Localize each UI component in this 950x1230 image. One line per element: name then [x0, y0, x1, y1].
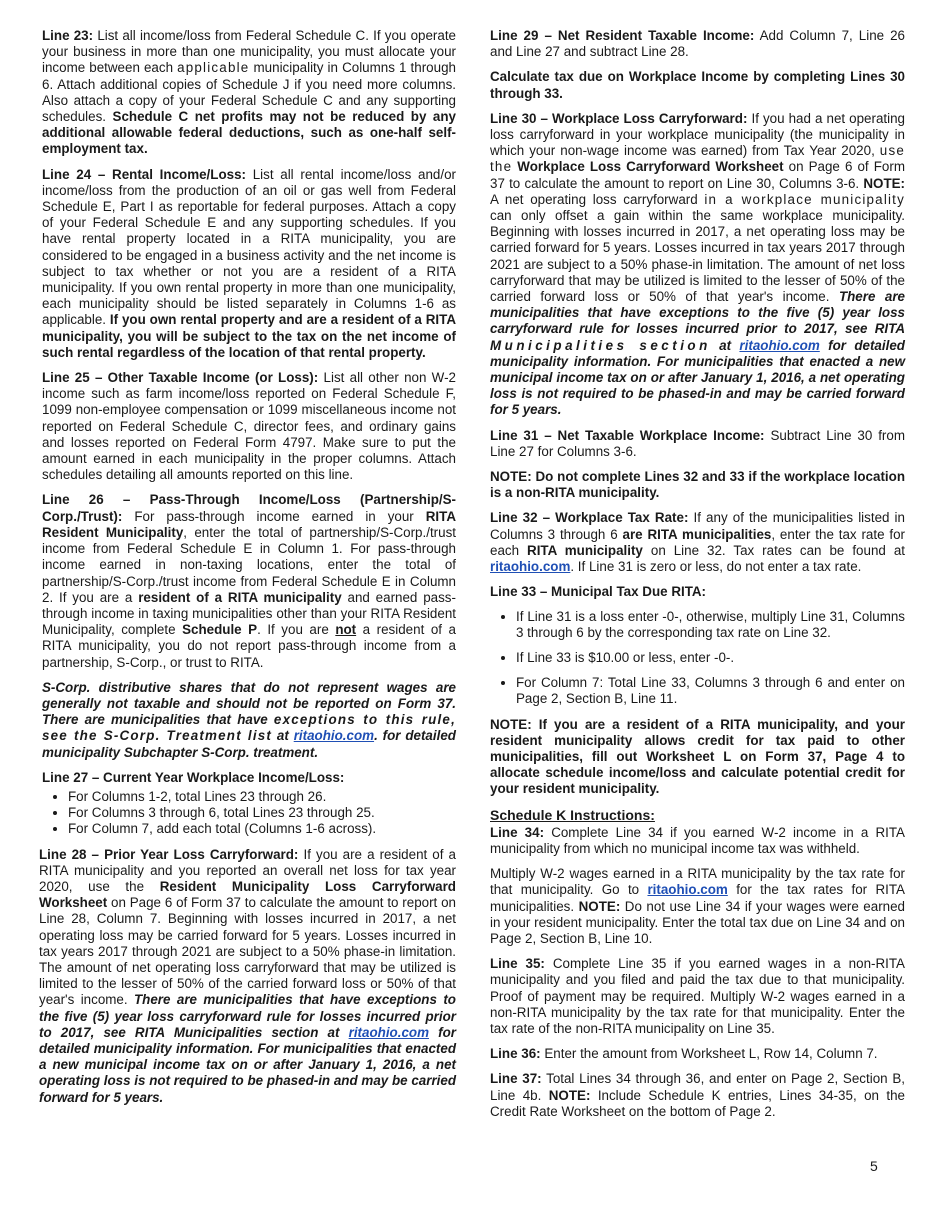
- calculate-note: Calculate tax due on Workplace Income by completing Lines 30 through 33.: [490, 69, 905, 101]
- line-37-heading: Line 37:: [490, 1071, 542, 1087]
- line-32-heading: Line 32 – Workplace Tax Rate:: [490, 510, 689, 526]
- list-item: • For Columns 3 through 6, total Lines 23 through 25.: [68, 805, 456, 821]
- s-corp-paragraph: S-Corp. distributive shares that do not represent wages are generally not taxable and should not be reported on Form 37. There are municipalities that have exceptions to this rule, see the S-Corp. Treatment list at ritaohio.com. for detailed municipality Subchapter S-Corp. treatment.: [42, 679, 456, 760]
- schedule-k-heading: Schedule K Instructions:: [490, 806, 655, 823]
- line-28-heading: Line 28 – Prior Year Loss Carryforward:: [39, 846, 299, 862]
- ritaohio-link[interactable]: ritaohio.com: [490, 559, 571, 575]
- list-item: • For Column 7, add each total (Columns 1-6 across).: [68, 821, 456, 837]
- line-34-heading: Line 34:: [490, 824, 545, 840]
- ritaohio-link[interactable]: ritaohio.com: [293, 728, 375, 744]
- line-36-heading: Line 36:: [490, 1046, 541, 1062]
- note-line-33: NOTE: If you are a resident of a RITA municipality, and your resident municipality allows credit for tax paid to other municipalities, fill out Worksheet L on Form 37, Page 4 to allocate schedule income/loss and calculate potential credit for your resident municipality.: [490, 716, 905, 797]
- ritaohio-link[interactable]: ritaohio.com: [348, 1024, 429, 1040]
- line-25-heading: Line 25 – Other Taxable Income (or Loss):: [42, 370, 319, 386]
- note-line-31: NOTE: Do not complete Lines 32 and 33 if the workplace location is a non-RITA municipality.: [490, 469, 905, 501]
- line-33-heading-paragraph: [490, 584, 905, 600]
- line-31-paragraph: Line 31 – Net Taxable Workplace Income: Subtract Line 30 from Line 27 for Columns 3-6.: [490, 427, 905, 459]
- left-column: [39, 28, 456, 1115]
- ritaohio-link[interactable]: ritaohio.com: [647, 882, 728, 898]
- line-27-heading-paragraph: [42, 770, 456, 786]
- line-24-heading: Line 24 – Rental Income/Loss:: [42, 166, 246, 182]
- line-33-list: [490, 609, 905, 708]
- line-33-heading: Line 33 – Municipal Tax Due RITA:: [490, 584, 707, 600]
- list-item: • If Line 33 is $10.00 or less, enter -0-.: [516, 650, 905, 666]
- line-29-paragraph: Line 29 – Net Resident Taxable Income: Add Column 7, Line 26 and Line 27 and subtract Line 28.: [490, 28, 906, 60]
- page-number: 5: [870, 1158, 878, 1174]
- line-28-paragraph: Line 28 – Prior Year Loss Carryforward: If you are a resident of a RITA municipality and you reported an overall net loss for tax year 2020, use the Resident Municipality Loss Carryforward Worksheet on Page 6 of Form 37 to calculate the amount to report on Line 28, Column 7. Beginning with losses incurred in 2017, a net operating loss may be carried forward for 5 years. Losses incurred in tax years 2017 through 2021 are subject to a 50% phase-in limitation. The amount of net operating loss carryforward that may be utilized is limited to the lesser of 50% of the carried forward loss or 50% of that year's income. There are municipalities that have exceptions to the five (5) year loss carryforward rule for losses incurred prior to 2017, see RITA Municipalities section at ritaohio.com for detailed municipality information. For municipalities that enacted a new municipal income tax on or after January 1, 2016, a net operating loss is not required to be phased-in and may be carried forward for 5 years.: [39, 846, 456, 1105]
- line-23-paragraph: Line 23: List all income/loss from Federal Schedule C. If you operate your business in more than one municipality, you must allocate your income between each applicable municipality in Columns 1 through 6. Attach additional copies of Schedule J if you need more columns. Also attach a copy of your Federal Schedule C and any supporting schedules. Schedule C net profits may not be reduced by any additional allowable federal deductions, such as one-half self-employment tax.: [42, 28, 456, 157]
- line-32-paragraph: Line 32 – Workplace Tax Rate: If any of the municipalities listed in Columns 3 through 6 are RITA municipalities, enter the tax rate for each RITA municipality on Line 32. Tax rates can be found at ritaohio.com. If Line 31 is zero or less, do not enter a tax rate.: [490, 510, 905, 575]
- line-35-heading: Line 35:: [490, 956, 545, 972]
- line-30-paragraph: Line 30 – Workplace Loss Carryforward: If you had a net operating loss carryforward in your workplace municipality (the municipality in which your non-wage income was earned) from Tax Year 2020, use the Workplace Loss Carryforward Worksheet on Page 6 of Form 37 to calculate the amount to report on Line 30, Columns 3-6. NOTE: A net operating loss carryforward in a workplace municipality can only offset a gain within the same workplace municipality. Beginning with losses incurred in 2017, a net operating loss may be carried forward for 5 years. Losses incurred in tax years 2017 through 2021 are subject to a 50% phase-in limitation. The amount of net loss carryforward that may be utilized is limited to the lesser of 50% of the carried forward loss or 50% of that year's income. There are municipalities that have exceptions to the five (5) year loss carryforward rule for losses incurred prior to 2017, see RITA Municipalities section at ritaohio.com for detailed municipality information. For municipalities that enacted a new municipal income tax on or after January 1, 2016, a net operating loss is not required to be phased-in and may be carried forward for 5 years.: [490, 110, 906, 418]
- line-31-heading: Line 31 – Net Taxable Workplace Income:: [490, 427, 765, 443]
- right-column: [490, 28, 905, 1129]
- list-item: • For Column 7: Total Line 33, Columns 3 through 6 and enter on Page 2, Section B, Line 11.: [516, 675, 905, 707]
- list-item: • If Line 31 is a loss enter -0-, otherwise, multiply Line 31, Columns 3 through 6 by the corresponding tax rate on Line 32.: [516, 609, 905, 641]
- list-item: • For Columns 1-2, total Lines 23 through 26.: [68, 789, 456, 805]
- line-26-paragraph: Line 26 – Pass-Through Income/Loss (Partnership/S-Corp./Trust): For pass-through income earned in your RITA Resident Municipality, enter the total of partnership/S-Corp./trust income from Federal Schedule E in Column 1. For pass-through income earned in non-taxing locations, enter the total of partnership/S-Corp./trust income from Federal Schedule E in Column 2. If you are a resident of a RITA municipality and earned pass-through income in taxing municipalities other than your RITA Resident Municipality, complete Schedule P. If you are not a resident of a RITA municipality, you do not report pass-through income from a partnership, S-Corp., or trust to RITA.: [42, 492, 456, 670]
- line-35-paragraph: Line 35: Complete Line 35 if you earned wages in a non-RITA municipality and you filed and paid the tax due to that municipality. Proof of payment may be required. Multiply W-2 wages earned in a non-RITA municipality by the tax rate for that municipality. Enter the tax rate of the non-RITA municipality on Line 35.: [490, 956, 905, 1036]
- line-34-paragraph: Line 34: Complete Line 34 if you earned W-2 income in a RITA municipality from which no municipal income tax was withheld.: [490, 824, 905, 856]
- line-25-paragraph: Line 25 – Other Taxable Income (or Loss): List all other non W-2 income such as farm income/loss reported on Federal Schedule F, 1099 non-employee compensation or 1099 miscellaneous income not reported on Federal Schedule C, director fees, and ordinary gains and losses reported on Federal Form 4797. Make sure to put the amount earned in each municipality in the proper columns. Attach schedules detailing all amounts reported on this line.: [42, 370, 456, 483]
- ritaohio-link[interactable]: ritaohio.com: [739, 337, 820, 353]
- line-36-paragraph: Line 36: Enter the amount from Worksheet L, Row 14, Column 7.: [490, 1046, 878, 1062]
- line-26-heading: Line 26 – Pass-Through Income/Loss (Partnership/S-Corp./Trust):: [42, 492, 456, 524]
- multiply-paragraph: Multiply W-2 wages earned in a RITA municipality by the tax rate for that municipality. Go to ritaohio.com for the tax rates for RITA municipalities. NOTE: Do not use Line 34 if your wages were earned in your resident municipality. Enter the total tax due on Line 34 and on Page 2, Section B, Line 10.: [490, 866, 906, 946]
- line-37-paragraph: Line 37: Total Lines 34 through 36, and enter on Page 2, Section B, Line 4b. NOTE: Include Schedule K entries, Lines 34-35, on the Credit Rate Worksheet on the bottom of Page 2.: [490, 1071, 905, 1119]
- line-29-heading: Line 29 – Net Resident Taxable Income:: [490, 28, 755, 43]
- line-30-heading: Line 30 – Workplace Loss Carryforward:: [490, 110, 748, 126]
- line-27-heading: Line 27 – Current Year Workplace Income/Loss:: [42, 769, 345, 785]
- line-24-paragraph: Line 24 – Rental Income/Loss: List all rental income/loss and/or income/loss from the production of an oil or gas well from Federal Schedule E, Part I as reportable for federal purposes. Attach a copy of your Federal Schedule E and any supporting schedules. If you have rental property located in a RITA municipality, you are considered to be engaged in a business activity and the net income is subject to tax whether or not you are a resident of a RITA municipality. If you own rental property in more than one municipality, each municipality should be listed separately in Columns 1-6 as applicable. If you own rental property and are a resident of a RITA municipality, you will be subject to the tax on the net income of such rental regardless of the location of that rental property.: [42, 166, 456, 360]
- line-27-list: [42, 789, 456, 838]
- line-23-heading: Line 23:: [42, 28, 94, 43]
